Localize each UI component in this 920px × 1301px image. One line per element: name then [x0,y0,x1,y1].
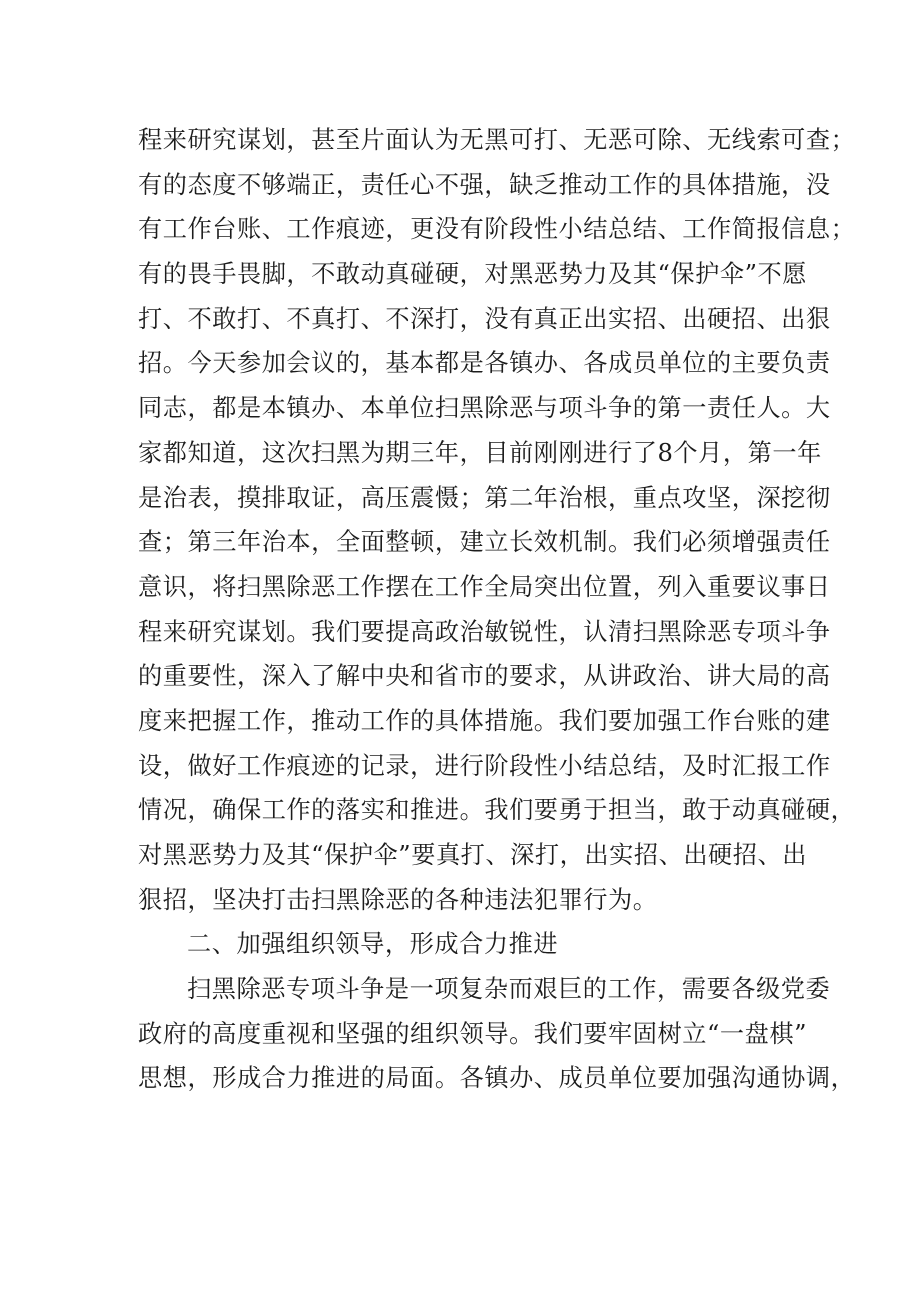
text-line: 情况，确保工作的落实和推进。我们要勇于担当，敢于动真碰硬， [138,796,856,825]
text-line: 有的态度不够端正，责任心不强，缺乏推动工作的具体措施，没 [138,170,831,199]
text-line: 扫黑除恶专项斗争是一项复杂而艰巨的工作，需要各级党委 [187,975,831,1004]
text-line: 的重要性，深入了解中央和省市的要求，从讲政治、讲大局的高 [138,662,831,691]
text-line: 是治表，摸排取证，高压震慑；第二年治根，重点攻坚，深挖彻 [138,483,831,512]
text-line: 打、不敢打、不真打、不深打，没有真正出实招、出硬招、出狠 [138,304,831,333]
text-line: 程来研究谋划。我们要提高政治敏锐性，认清扫黑除恶专项斗争 [138,617,831,646]
text-line: 意识，将扫黑除恶工作摆在工作全局突出位置，列入重要议事日 [138,572,831,601]
body-text [138,118,856,1101]
text-line: 有工作台账、工作痕迹，更没有阶段性小结总结、工作简报信息； [138,215,856,244]
text-line: 同志，都是本镇办、本单位扫黑除恶与项斗争的第一责任人。大 [138,394,831,423]
text-line: 思想，形成合力推进的局面。各镇办、成员单位要加强沟通协调， [138,1064,856,1093]
text-line: 程来研究谋划，甚至片面认为无黑可打、无恶可除、无线索可查； [138,126,856,154]
text-line: 家都知道，这次扫黑为期三年，目前刚刚进行了8个月，第一年 [138,438,822,467]
text-line: 设，做好工作痕迹的记录，进行阶段性小结总结，及时汇报工作 [138,751,831,780]
section-heading: 二、加强组织领导，形成合力推进 [187,930,559,959]
text-line: 度来把握工作，推动工作的具体措施。我们要加强工作台账的建 [138,706,831,735]
text-line: 有的畏手畏脚，不敢动真碰硬，对黑恶势力及其“保护伞”不愿 [138,260,808,289]
text-line: 查；第三年治本，全面整顿，建立长效机制。我们必须增强责任 [138,528,831,557]
text-line: 狠招，坚决打击扫黑除恶的各种违法犯罪行为。 [138,885,658,914]
text-line: 对黑恶势力及其“保护伞”要真打、深打，出实招、出硬招、出 [138,841,808,869]
text-line: 招。今天参加会议的，基本都是各镇办、各成员单位的主要负责 [138,349,831,378]
text-line: 政府的高度重视和坚强的组织领导。我们要牢固树立“一盘棋” [138,1019,808,1048]
